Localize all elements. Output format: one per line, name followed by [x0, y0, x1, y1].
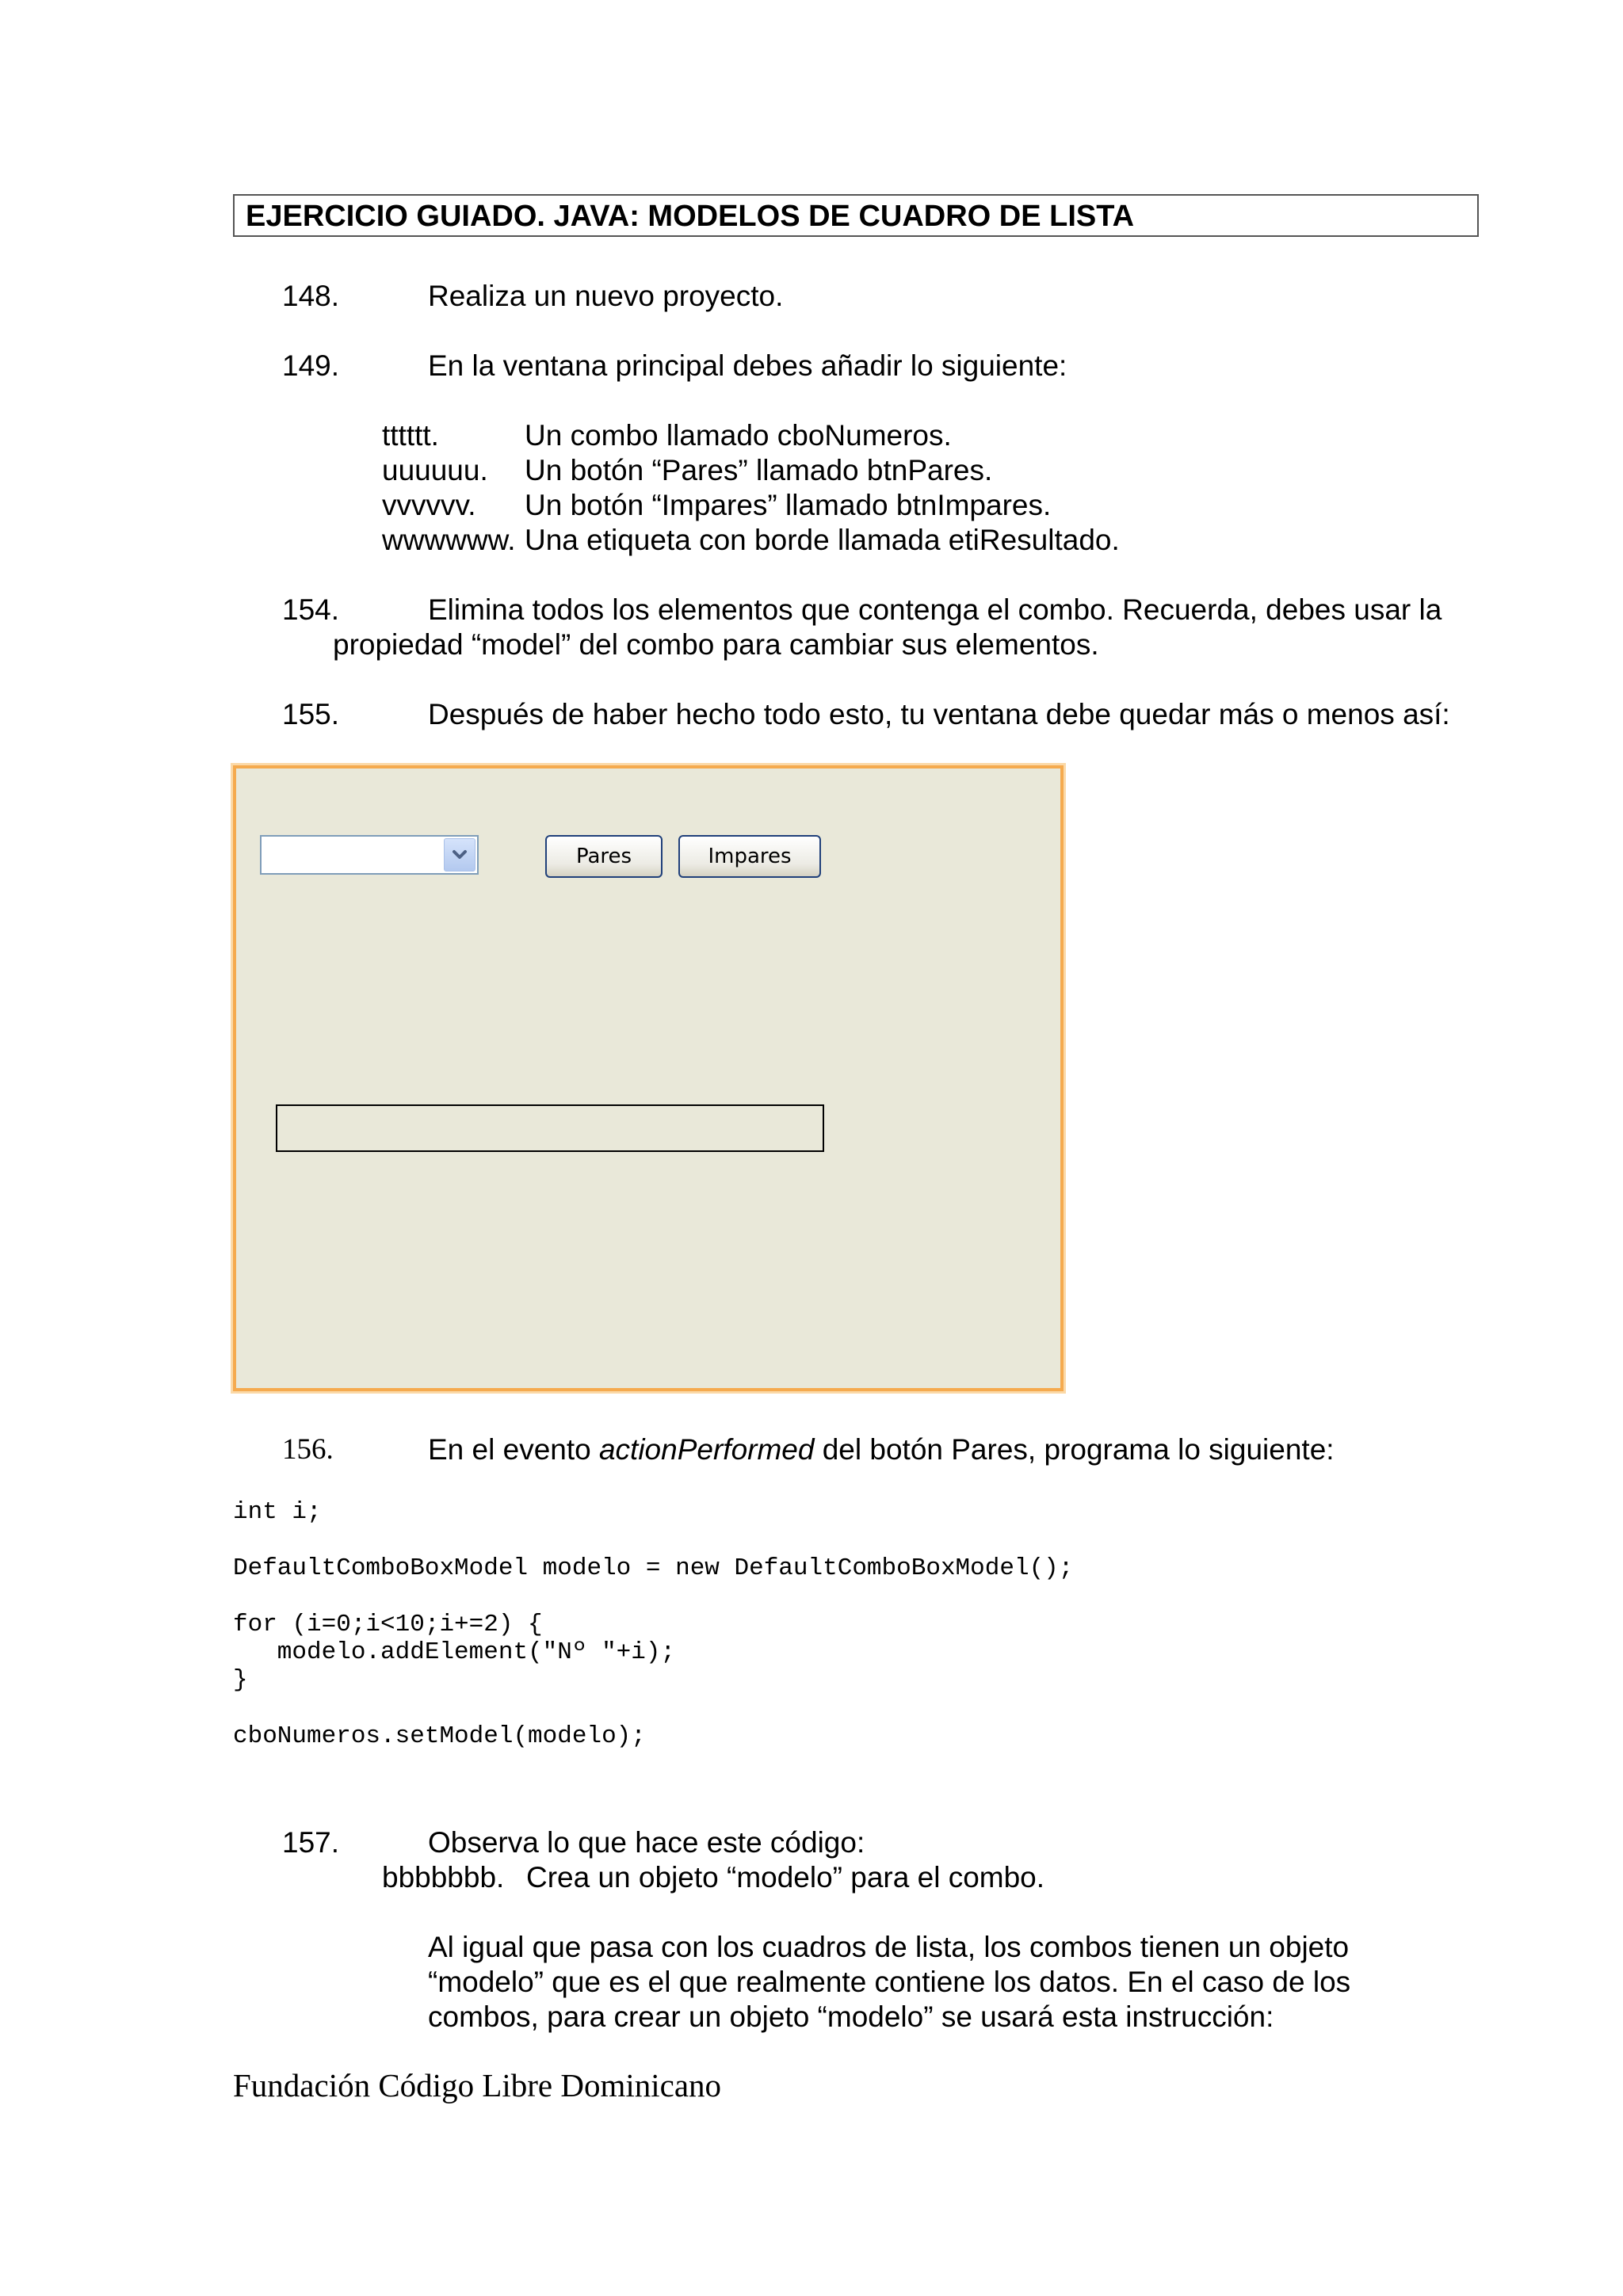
step-number: 155.	[282, 698, 340, 730]
subitem-label: bbbbbbb.	[382, 1861, 505, 1894]
paragraph-line: Al igual que pasa con los cuadros de lista, los combos tienen un objeto	[428, 1931, 1350, 1963]
subitem-text: Un botón “Impares” llamado btnImpares.	[525, 489, 1052, 521]
code-line: for (i=0;i<10;i+=2) {	[233, 1611, 543, 1638]
code-line: DefaultComboBoxModel modelo = new DefaultComboBoxModel();	[233, 1554, 1074, 1582]
step-text: Observa lo que hace este código:	[428, 1826, 865, 1859]
step-number: 154.	[282, 593, 340, 626]
combo-box-cbonumeros[interactable]	[260, 835, 479, 875]
subitem-text: Un combo llamado cboNumeros.	[525, 419, 952, 452]
paragraph-line: combos, para crear un objeto “modelo” se usará esta instrucción:	[428, 2000, 1274, 2033]
window-mockup	[233, 765, 1064, 1391]
impares-button[interactable]: Impares	[678, 835, 821, 878]
step-text	[428, 1432, 1335, 1467]
step-text-italic: actionPerformed	[598, 1433, 815, 1466]
code-line: cboNumeros.setModel(modelo);	[233, 1722, 646, 1750]
step-text: Elimina todos los elementos que contenga el combo. Recuerda, debes usar la	[428, 593, 1442, 626]
chevron-down-icon	[452, 849, 468, 860]
subitem-label: wwwwww.	[382, 524, 516, 556]
step-text-part: En el evento	[428, 1433, 599, 1466]
subitem-text: Crea un objeto “modelo” para el combo.	[526, 1861, 1045, 1894]
code-line: }	[233, 1666, 248, 1694]
title-box	[233, 194, 1479, 237]
step-text-continued: propiedad “model” del combo para cambiar sus elementos.	[333, 628, 1099, 661]
paragraph-line: “modelo” que es el que realmente contiene los datos. En el caso de los	[428, 1966, 1351, 1998]
page-footer: Fundación Código Libre Dominicano	[233, 2067, 722, 2103]
code-line: int i;	[233, 1498, 322, 1526]
step-number: 149.	[282, 349, 340, 382]
step-number: 157.	[282, 1826, 340, 1859]
subitem-text: Una etiqueta con borde llamada etiResultado.	[525, 524, 1120, 556]
code-line: modelo.addElement("Nº "+i);	[233, 1638, 676, 1666]
step-text-part: del botón Pares, programa lo siguiente:	[814, 1433, 1335, 1466]
subitem-label: vvvvvv.	[382, 489, 476, 521]
subitem-label: uuuuuu.	[382, 454, 488, 486]
step-number: 148.	[282, 280, 340, 312]
step-text: Realiza un nuevo proyecto.	[428, 280, 784, 312]
page-title: EJERCICIO GUIADO. JAVA: MODELOS DE CUADRO DE LISTA	[246, 200, 1135, 233]
step-number: 156.	[282, 1433, 334, 1466]
step-text: Después de haber hecho todo esto, tu ventana debe quedar más o menos así:	[428, 698, 1450, 730]
step-text: En la ventana principal debes añadir lo siguiente:	[428, 349, 1067, 382]
subitem-label: tttttt.	[382, 419, 439, 452]
subitem-text: Un botón “Pares” llamado btnPares.	[525, 454, 993, 486]
pares-button[interactable]: Pares	[545, 835, 663, 878]
combo-dropdown-button[interactable]	[444, 838, 475, 871]
result-label-etiresultado	[276, 1104, 824, 1152]
